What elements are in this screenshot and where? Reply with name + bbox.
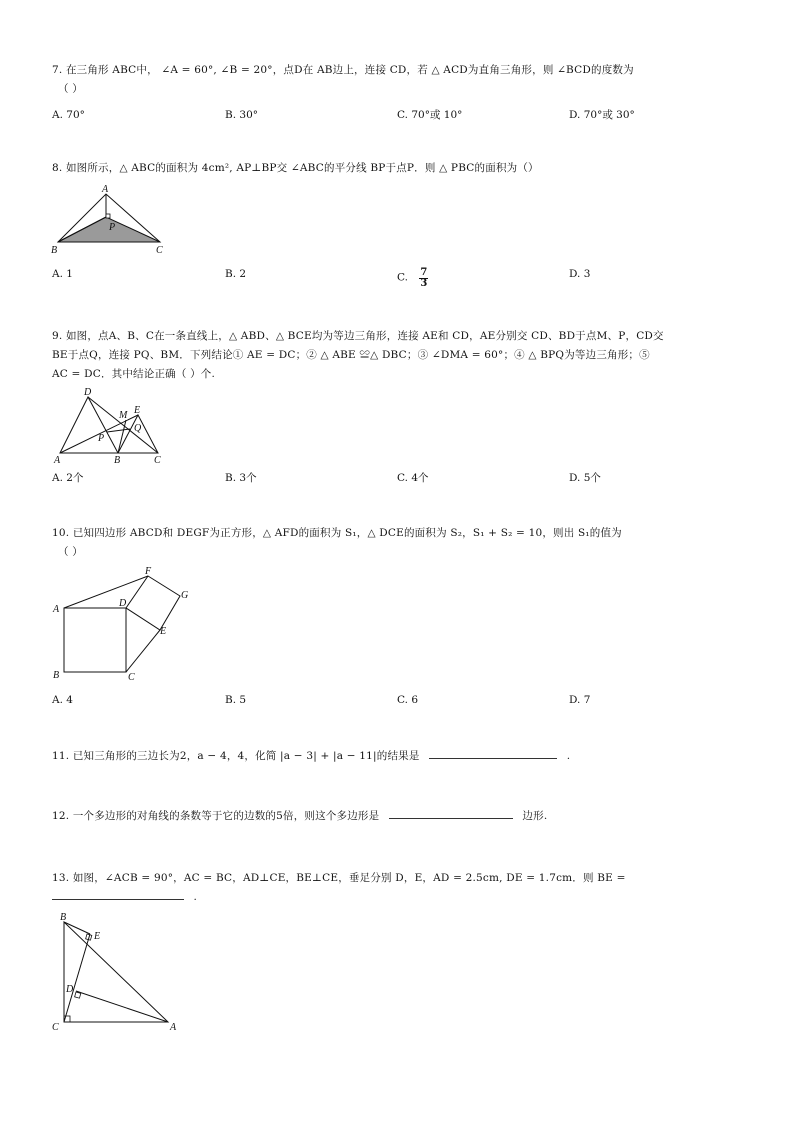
- label-d: D: [119, 598, 127, 609]
- square-abcd: [64, 608, 126, 672]
- label-b: B: [114, 455, 121, 465]
- label-p: P: [98, 433, 105, 444]
- q7-option-b[interactable]: B. 30°: [225, 109, 259, 121]
- label-d: D: [84, 387, 92, 398]
- q10-option-c[interactable]: C. 6: [397, 694, 419, 706]
- label-e: E: [160, 626, 167, 637]
- label-d: D: [66, 984, 74, 995]
- triangle-acb: [64, 922, 168, 1022]
- q13-stem-line1: 13. 如图，∠ACB = 90°，AC = BC，AD⊥CE，BE⊥CE，垂足分别 D，E，AD = 2.5cm, DE = 1.7cm．则 BE =: [52, 872, 626, 884]
- label-c: C: [128, 672, 135, 682]
- q10-option-d[interactable]: D. 7: [569, 694, 591, 706]
- label-p: P: [109, 222, 116, 233]
- label-a: A: [54, 455, 61, 465]
- q10-option-b[interactable]: B. 5: [225, 694, 247, 706]
- q7-option-c[interactable]: C. 70°或 10°: [397, 109, 463, 121]
- label-e: E: [94, 931, 101, 942]
- square-degf: [126, 576, 180, 630]
- q10-stem-line1: 10. 已知四边形 ABCD和 DEGF为正方形，△ AFD的面积为 S₁，△ DCE的面积为 S₂，S₁ + S₂ = 10，则出 S₁的值为: [52, 527, 622, 539]
- q9-stem-line1: 9. 如图，点A、B、C在一条直线上，△ ABD、△ BCE均为等边三角形，连接 AE和 CD，AE分别交 CD、BD于点M、P，CD交: [52, 330, 664, 342]
- q8-option-a[interactable]: A. 1: [52, 268, 73, 280]
- q9-option-a[interactable]: A. 2个: [52, 472, 84, 484]
- label-a: A: [102, 184, 109, 195]
- q12-end: 边形.: [522, 810, 548, 822]
- q7-stem-line2: （ ）: [58, 83, 83, 95]
- label-a: A: [170, 1022, 177, 1033]
- label-b: B: [53, 670, 60, 681]
- q12-answer-blank[interactable]: [389, 808, 513, 819]
- q12-stem: [52, 808, 547, 824]
- q11-stem: [52, 748, 570, 764]
- q11-end: .: [566, 750, 571, 762]
- q12-text: 12. 一个多边形的对角线的条数等于它的边数的5倍，则这个多边形是: [52, 810, 380, 822]
- q9-stem-line3: AC = DC．其中结论正确（ ）个.: [52, 368, 216, 380]
- label-c: C: [52, 1022, 59, 1033]
- q10-stem-line2: （ ）: [58, 546, 83, 558]
- label-c: C: [154, 455, 161, 465]
- label-e: E: [134, 405, 141, 416]
- q13-stem-line2: [52, 889, 197, 905]
- label-c: C: [156, 245, 163, 256]
- q8-option-d[interactable]: D. 3: [569, 268, 591, 280]
- q10-option-a[interactable]: A. 4: [52, 694, 73, 706]
- label-f: F: [145, 566, 152, 577]
- q8-option-c-label: C.: [397, 271, 408, 284]
- q8-figure: [48, 182, 178, 258]
- label-b: B: [51, 245, 58, 256]
- label-a: A: [53, 604, 60, 615]
- q9-stem-line2: BE于点Q，连接 PQ、BM．下列结论① AE = DC；② △ ABE ≌△ DBC；③ ∠DMA = 60°；④ △ BPQ为等边三角形；⑤: [52, 349, 650, 361]
- triangle-abd: [60, 397, 118, 453]
- fraction-numerator: 7: [420, 267, 428, 278]
- label-q: Q: [134, 423, 142, 434]
- q7-stem-line1: 7. 在三角形 ABC中， ∠A = 60°, ∠B = 20°，点D在 AB边上，连接 CD，若 △ ACD为直角三角形，则 ∠BCD的度数为: [52, 64, 634, 76]
- q7-option-d[interactable]: D. 70°或 30°: [569, 109, 635, 121]
- fraction-denominator: 3: [420, 278, 428, 289]
- label-m: M: [119, 410, 128, 421]
- q9-figure: [50, 385, 175, 465]
- q9-option-c[interactable]: C. 4个: [397, 472, 429, 484]
- q7-option-a[interactable]: A. 70°: [52, 109, 85, 121]
- q9-option-d[interactable]: D. 5个: [569, 472, 601, 484]
- q11-answer-blank[interactable]: [429, 748, 557, 759]
- label-b: B: [60, 912, 67, 923]
- q8-option-c[interactable]: [397, 267, 428, 288]
- q13-answer-blank[interactable]: [52, 889, 184, 900]
- q13-figure: [50, 908, 185, 1033]
- q8-option-b[interactable]: B. 2: [225, 268, 247, 280]
- label-g: G: [181, 590, 189, 601]
- q8-stem: 8. 如图所示，△ ABC的面积为 4cm², AP⊥BP交 ∠ABC的平分线 BP于点P．则 △ PBC的面积为（）: [52, 162, 539, 174]
- q10-figure: [48, 562, 198, 682]
- q9-option-b[interactable]: B. 3个: [225, 472, 257, 484]
- q11-text: 11. 已知三角形的三边长为2，a − 4，4，化简 |a − 3| + |a − 11|的结果是: [52, 750, 420, 762]
- q8-option-c-fraction: [419, 268, 428, 289]
- q13-end: .: [193, 891, 198, 903]
